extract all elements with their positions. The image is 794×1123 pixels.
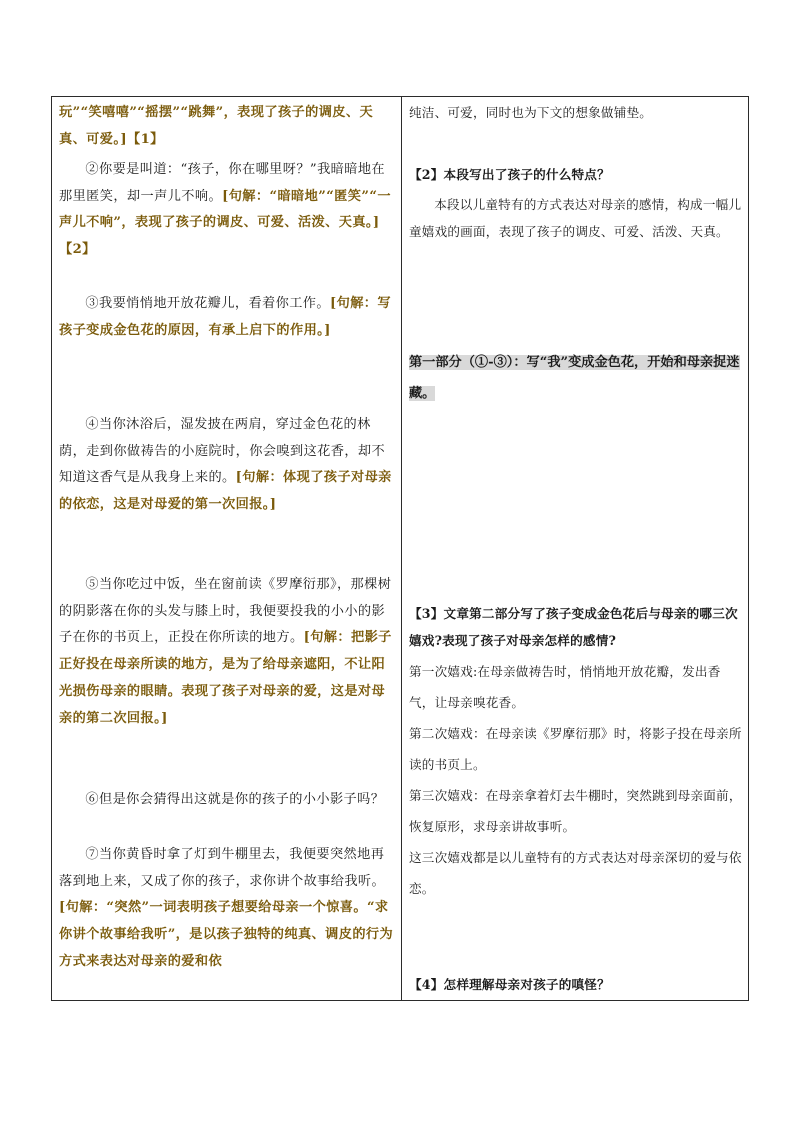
annotation-note: [句解：把影子正好投在母亲所读的地方，是为了给母亲遮阳，不让阳光损伤母亲的眼睛。表现了孩子对母亲的爱，这是对母亲的第二次回报。] [59,630,392,726]
question-2: 【2】本段写出了孩子的什么特点？ [409,167,610,182]
column-divider [401,97,402,1000]
annotation-note: [句解：“突然”一词表明孩子想要给母亲一个惊喜。“求你讲个故事给我听”，是以孩子独特的纯真、调皮的行为方式来表达对母亲的爱和依 [59,900,394,969]
text-block-p0 [59,100,396,153]
paragraph-text: ④当你沐浴后，湿发披在两肩，穿过金色花的林荫，走到你做祷告的小庭院时，你会嗅到这花香，却不知道这香气是从我身上来的。 [59,417,386,486]
section-summary-1 [409,347,743,409]
answer-2: 本段以儿童特有的方式表达对母亲的感情，构成一幅儿童嬉戏的画面，表现了孩子的调皮、可爱、活泼、天真。 [409,197,742,239]
paragraph-4 [59,412,396,519]
paragraph-3 [59,291,396,344]
annotation-note: 玩”“笑嘻嘻”“摇摆”“跳舞”，表现了孩子的调皮、天真、可爱。]【1】 [59,105,374,147]
paragraph-text: ⑦当你黄昏时拿了灯到牛棚里去，我便要突然地再落到地上来，又成了你的孩子，求你讲个故事给我听。 [59,847,386,889]
paragraph-2 [59,157,396,264]
annotation-note: [句解：写孩子变成金色花的原因，有承上启下的作用。] [59,296,391,338]
paragraph-text: ⑥但是你会猜得出这就是你的孩子的小小影子吗？ [85,792,385,807]
section-highlight: 第一部分（①-③）：写“我”变成金色花，开始和母亲捉迷藏。 [409,355,740,401]
paragraph-7 [59,842,396,976]
answer-3-second: 第二次嬉戏：在母亲读《罗摩衍那》时，将影子投在母亲所读的书页上。 [409,726,742,772]
answer-3-first: 第一次嬉戏:在母亲做祷告时，悄悄地开放花瓣，发出香气，让母亲嗅花香。 [409,664,721,710]
paragraph-text: ⑤当你吃过中饭，坐在窗前读《罗摩衍那》，那棵树的阴影落在你的头发与膝上时，我便要投我的小小的影子在你的书页上，正投在你所读的地方。 [59,577,392,646]
question-3: 【3】文章第二部分写了孩子变成金色花后与母亲的哪三次嬉戏?表现了孩子对母亲怎样的感情? [409,606,738,648]
answer-3-summary: 这三次嬉戏都是以儿童特有的方式表达对母亲深切的爱与依恋。 [409,850,742,896]
annotation-note: [句解：“暗暗地”“匿笑”“一声儿不响”，表现了孩子的调皮、可爱、活泼、天真。]【2】 [59,188,391,258]
right-note-continued: 纯洁、可爱，同时也为下文的想象做铺垫。 [409,105,653,120]
paragraph-text: ②你要是叫道：“孩子，你在哪里呀？”我暗暗地在那里匿笑，却一声儿不响。 [59,162,386,204]
question-4: 【4】怎样理解母亲对孩子的嗔怪？ [409,977,610,992]
paragraph-6 [59,787,396,814]
paragraph-5 [59,572,396,732]
answer-3-third: 第三次嬉戏：在母亲拿着灯去牛棚时，突然跳到母亲面前，恢复原形，求母亲讲故事听。 [409,788,742,834]
annotation-note: [句解：体现了孩子对母亲的依恋，这是对母爱的第一次回报。] [59,470,392,513]
paragraph-text: ③我要悄悄地开放花瓣儿，看着你工作。 [85,296,330,311]
document-table [51,96,749,1001]
